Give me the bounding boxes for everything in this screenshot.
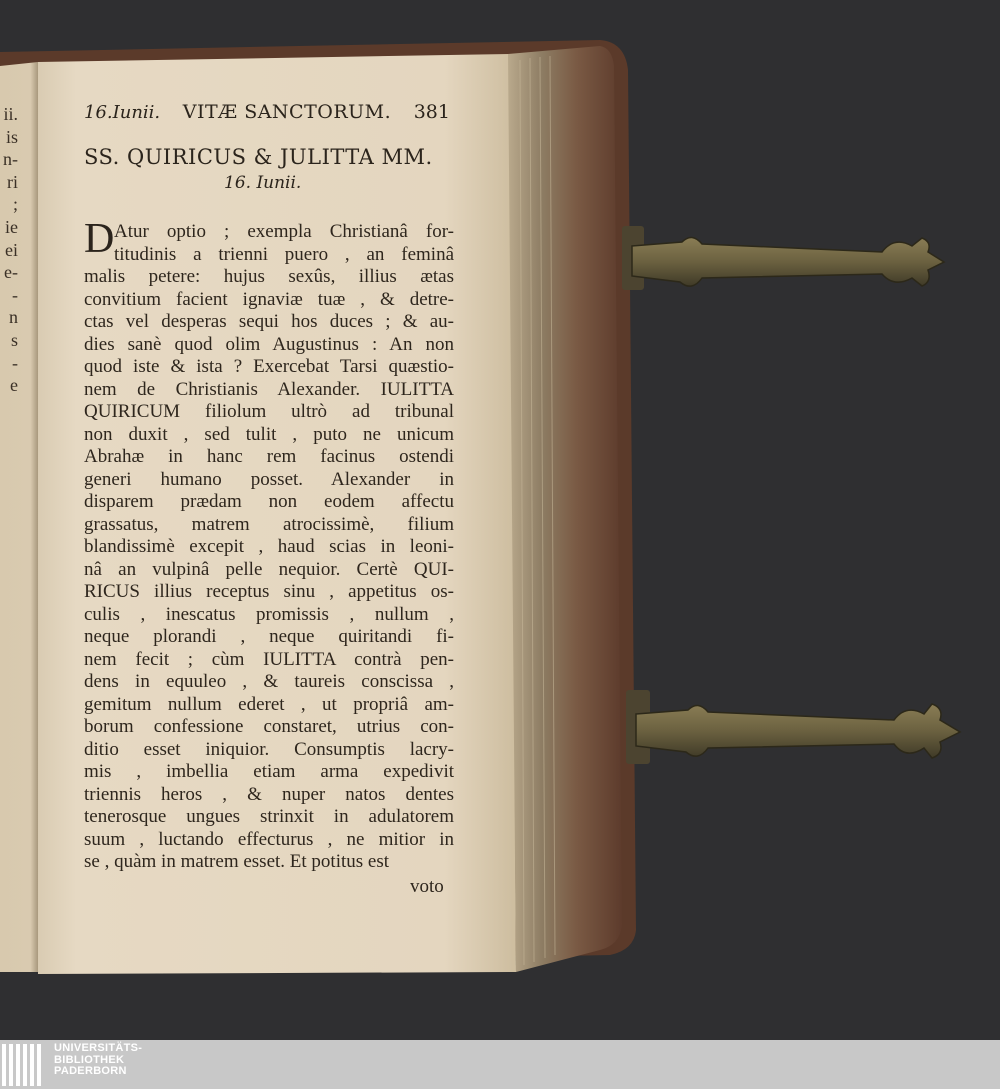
chapter-date: 16. Iunii. <box>224 173 302 193</box>
text-line: quod iste & ista ? Exercebat Tarsi quæstio- <box>84 356 454 377</box>
catchword: voto <box>410 876 444 897</box>
text-line: gemitum nullum ederet , ut propriâ am- <box>84 693 454 715</box>
margin-fragment: - <box>12 284 18 305</box>
text-line: Atur optio ; exempla Christianâ for- <box>114 221 454 242</box>
margin-fragment: e <box>10 375 18 396</box>
text-line: malis petere: hujus sexûs, illius ætas <box>84 266 454 287</box>
library-logo-icon <box>0 1040 50 1089</box>
page-edges <box>508 46 622 972</box>
text-line: culis , inescatus promissis , nullum , <box>84 603 454 625</box>
text-line: QUIRICUM filiolum ultrò ad tribunal <box>84 401 454 422</box>
text-line: RICUS illius receptus sinu , appetitus os- <box>84 581 454 602</box>
text-line: borum confessione constaret, utrius con- <box>84 716 454 737</box>
running-head-title: VITÆ SANCTORUM. <box>182 101 392 123</box>
margin-fragment: ei <box>5 239 18 260</box>
text-line: grassatus, matrem atrocissimè, filium <box>84 513 454 535</box>
drop-cap: D <box>84 216 115 262</box>
margin-fragment: n- <box>3 149 18 170</box>
margin-fragment: ii. <box>3 104 18 124</box>
text-line: tenerosque ungues strinxit in adulatorem <box>84 806 454 827</box>
text-line: titudinis a trienni puero , an feminâ <box>114 243 454 265</box>
left-page <box>0 62 38 972</box>
text-line: triennis heros , & nuper natos dentes <box>84 783 454 805</box>
logo-line: UNIVERSITÄTS- <box>54 1042 143 1054</box>
text-line: non duxit , sed tulit , puto ne unicum <box>84 423 454 445</box>
top-clasp <box>622 226 944 290</box>
margin-fragment: n <box>9 307 18 328</box>
margin-fragment: is <box>5 126 18 147</box>
chapter-title: SS. QUIRICUS & JULITTA MM. <box>84 145 433 169</box>
logo-line: BIBLIOTHEK <box>54 1053 125 1066</box>
margin-fragment: ie <box>5 217 18 237</box>
text-line: neque plorandi , neque quiritandi fi- <box>84 626 454 647</box>
text-line: se , quàm in matrem esset. Et potitus est <box>84 851 390 872</box>
margin-fragment: s <box>10 330 18 350</box>
text-line: ditio esset iniquior. Consumptis lacry- <box>84 738 454 760</box>
running-head-date: 16.Iunii. <box>84 102 161 123</box>
text-line: convitium facient ignaviæ tuæ , & detre- <box>84 288 454 310</box>
text-line: nâ an vulpinâ pelle nequior. Certè QUI- <box>84 558 454 580</box>
text-line: nem fecit ; cùm IULITTA contrà pen- <box>84 648 454 670</box>
text-line: Abrahæ in hanc rem facinus ostendi <box>84 446 454 467</box>
right-page <box>38 54 516 974</box>
text-line: mis , imbellia etiam arma expedivit <box>84 761 454 782</box>
library-logo-text <box>54 1043 142 1078</box>
text-line: disparem prædam non eodem affectu <box>84 491 454 512</box>
margin-fragment: - <box>12 352 18 373</box>
margin-fragment: ; <box>12 194 18 215</box>
text-line: ctas vel desperas sequi hos duces ; & au- <box>84 311 454 332</box>
text-line: generi humano posset. Alexander in <box>84 468 454 490</box>
bottom-clasp <box>626 690 960 764</box>
text-line: blandissimè excepit , haud scias in leoni- <box>84 536 454 557</box>
text-line: nem de Christianis Alexander. IULITTA <box>84 378 454 400</box>
margin-fragment: e- <box>4 262 18 283</box>
logo-line: PADERBORN <box>54 1065 127 1077</box>
text-line: suum , luctando effecturus , ne mitior in <box>84 828 454 850</box>
page-number: 381 <box>413 101 450 123</box>
margin-fragment: ri <box>7 171 18 192</box>
text-line: dens in equuleo , & taureis conscissa , <box>84 671 454 692</box>
text-line: dies sanè quod olim Augustinus : An non <box>84 333 454 355</box>
footer-bar <box>0 1040 1000 1089</box>
